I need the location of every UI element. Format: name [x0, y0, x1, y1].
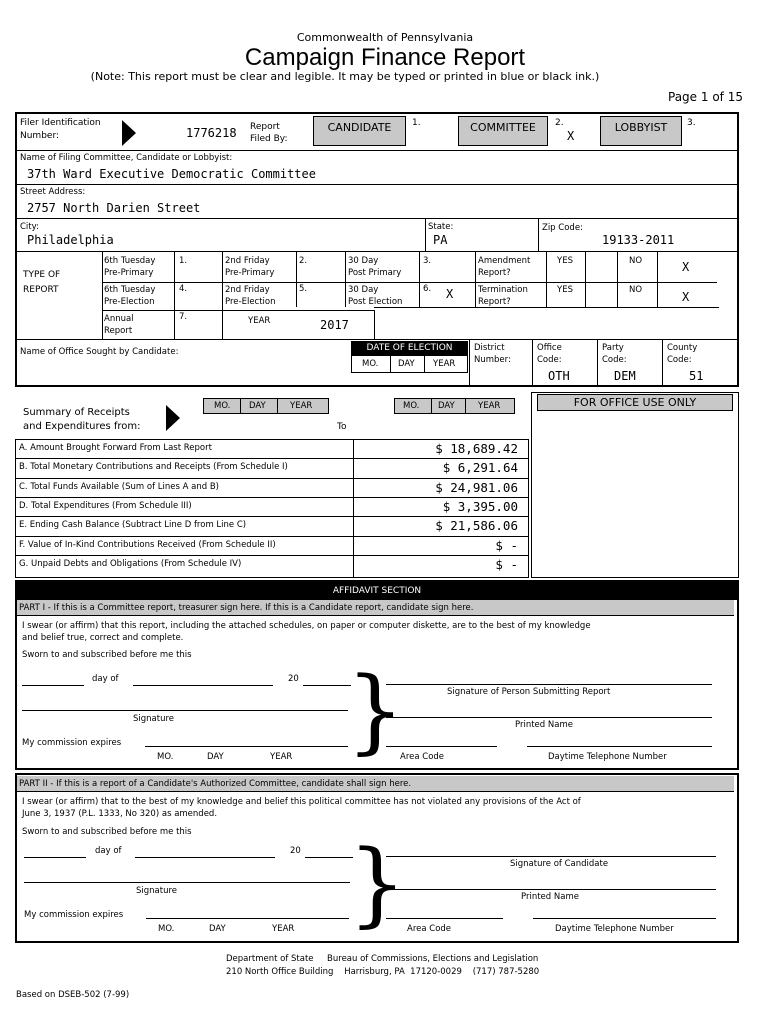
grid-line [662, 339, 663, 386]
part1-printed-name-line[interactable] [386, 717, 712, 718]
report-option-5b: Pre-Election [225, 297, 276, 307]
party-code-value[interactable]: DEM [614, 369, 636, 383]
part2-notary-signature-line[interactable] [24, 882, 350, 883]
grid-line [16, 497, 528, 498]
state-label: State: [428, 222, 454, 232]
filer-id-label-2: Number: [20, 131, 60, 141]
report-option-2-number: 2. [299, 256, 308, 266]
district-label-2: Number: [474, 355, 511, 365]
grid-line [16, 555, 528, 556]
termination-no[interactable]: NO [629, 285, 643, 295]
part1-phone-label: Daytime Telephone Number [548, 752, 667, 762]
candidate-box[interactable] [313, 116, 406, 146]
candidate-number: 1. [412, 118, 421, 128]
part2-candidate-signature-label: Signature of Candidate [510, 859, 609, 869]
grid-line [475, 251, 476, 307]
part2-signature-label: Signature [136, 886, 178, 896]
part1-printed-name-label: Printed Name [515, 720, 573, 730]
lobbyist-label: LOBBYIST [614, 121, 668, 134]
committee-number: 2. [555, 118, 564, 128]
termination-label: Termination [478, 285, 528, 295]
grid-line [424, 355, 425, 373]
lobbyist-number: 3. [687, 118, 696, 128]
part2-sworn: Sworn to and subscribed before me this [22, 827, 192, 837]
grid-line [16, 478, 528, 479]
summary-label: Summary of Receipts [23, 407, 130, 418]
report-option-4-number: 4. [179, 284, 188, 294]
summary-line-value[interactable]: $ 21,586.06 [435, 518, 518, 534]
report-option-4b: Pre-Election [104, 297, 155, 307]
report-option-7[interactable]: Annual [104, 314, 134, 324]
grid-line [465, 398, 466, 414]
part1-commission-month: MO. [157, 752, 174, 762]
part1-signature-person-line[interactable] [386, 684, 712, 685]
part2-oath-line-2: June 3, 1937 (P.L. 1333, No 320) as amended. [22, 809, 218, 819]
summary-label-2: and Expenditures from: [23, 421, 141, 432]
from-year: YEAR [290, 401, 313, 411]
district-label: District [474, 343, 505, 353]
summary-line-label: E. Ending Cash Balance (Subtract Line D from Line C) [19, 520, 247, 531]
termination-yes[interactable]: YES [557, 285, 573, 295]
grid-line [585, 251, 586, 307]
part1-signature-label: Signature [133, 714, 175, 724]
part1-header-mid: report, treasurer sign here. If this is a [144, 603, 309, 613]
part2-area-code-label: Area Code [407, 924, 452, 934]
part1-day-line[interactable] [22, 685, 84, 686]
part1-candidate-emphasis: Candidate [308, 603, 353, 613]
part1-committee-emphasis: Committee [97, 603, 145, 613]
grid-line [374, 310, 375, 339]
summary-line-label: B. Total Monetary Contributions and Receipts (From Schedule I) [19, 462, 288, 473]
city-label: City: [20, 222, 39, 232]
part1-area-code-line[interactable] [386, 746, 497, 747]
part1-header-end: report, candidate sign here. [352, 603, 474, 613]
report-option-6b: Post Election [348, 297, 403, 307]
office-use-area [531, 392, 739, 578]
grid-line [102, 310, 374, 311]
office-sought-label: Name of Office Sought by Candidate: [20, 347, 179, 357]
report-option-1-number: 1. [179, 256, 188, 266]
state-value[interactable]: PA [433, 233, 448, 247]
brace-icon: } [346, 657, 405, 764]
office-code-value[interactable]: OTH [548, 369, 570, 383]
summary-line-label: D. Total Expenditures (From Schedule III) [19, 500, 192, 511]
report-option-2[interactable]: 2nd Friday [225, 256, 270, 266]
part1-signature-person-label: Signature of Person Submitting Report [447, 687, 611, 697]
summary-line-value[interactable]: $ 6,291.64 [442, 460, 518, 476]
grid-line [353, 439, 354, 578]
grid-line [469, 339, 470, 386]
county-code-label-2: Code: [667, 355, 692, 365]
office-code-label: Office [537, 343, 562, 353]
state-heading: Commonwealth of Pennsylvania [296, 31, 474, 44]
grid-line [16, 516, 528, 517]
summary-line-value[interactable]: $ 3,395.00 [442, 498, 518, 514]
part2-commission-year: YEAR [272, 924, 295, 934]
report-option-5[interactable]: 2nd Friday [225, 285, 270, 295]
divider [16, 218, 738, 219]
to-year: YEAR [478, 401, 501, 411]
grid-line [102, 251, 103, 339]
grid-line [345, 251, 346, 307]
election-year[interactable]: YEAR [433, 359, 456, 369]
year-value[interactable]: 2017 [320, 318, 349, 332]
termination-label-2: Report? [478, 297, 511, 307]
report-option-4[interactable]: 6th Tuesday [104, 285, 156, 295]
part1-header-text: PART I - If this is a [19, 603, 98, 613]
summary-line-value[interactable]: $ - [495, 537, 518, 553]
page-title: Campaign Finance Report [244, 44, 526, 71]
divider [16, 339, 738, 340]
report-option-1b: Pre-Primary [104, 268, 154, 278]
type-of-report-label: TYPE OF [23, 270, 61, 280]
divider [16, 251, 738, 252]
part2-day-of: day of [95, 846, 122, 856]
part2-header [17, 776, 734, 792]
amendment-label: Amendment [478, 256, 531, 266]
part2-year-line[interactable] [305, 857, 353, 858]
grid-line [431, 398, 432, 414]
amendment-yes[interactable]: YES [557, 256, 573, 266]
part2-twenty: 20 [290, 846, 301, 856]
committee-label: COMMITTEE [470, 121, 536, 134]
office-code-label-2: Code: [537, 355, 562, 365]
page-number: Page 1 of 15 [668, 90, 743, 104]
part2-header-end: , candidate shall sign here. [296, 779, 412, 789]
grid-line [419, 251, 420, 307]
grid-line [597, 339, 598, 386]
divider [16, 184, 738, 185]
to-day: DAY [438, 401, 455, 411]
filer-id-label: Filer Identification [20, 118, 101, 128]
type-of-report-label-2: REPORT [23, 285, 59, 295]
election-month[interactable]: MO. [362, 359, 379, 369]
lobbyist-box[interactable] [600, 116, 682, 146]
grid-line [102, 282, 717, 283]
candidate-label: CANDIDATE [327, 121, 392, 134]
divider [425, 218, 426, 251]
part1-day-of: day of [92, 674, 119, 684]
filer-id-value[interactable]: 1776218 [186, 126, 237, 140]
part1-sworn: Sworn to and subscribed before me this [22, 650, 192, 660]
filed-by-label-2: Filed By: [250, 134, 288, 144]
part1-year-line[interactable] [303, 685, 351, 686]
city-value[interactable]: Philadelphia [27, 233, 114, 247]
county-code-value[interactable]: 51 [689, 369, 704, 383]
part1-area-code-label: Area Code [400, 752, 445, 762]
grid-line [390, 355, 391, 373]
divider [16, 150, 738, 151]
from-day: DAY [249, 401, 266, 411]
divider [538, 218, 539, 251]
part1-twenty: 20 [288, 674, 299, 684]
report-option-6-number: 6. [423, 284, 432, 294]
legibility-note: (Note: This report must be clear and legible. It may be typed or printed in blue or black ink.) [90, 70, 600, 83]
part2-phone-label: Daytime Telephone Number [555, 924, 674, 934]
grid-line [617, 251, 618, 307]
report-option-3-number: 3. [423, 256, 432, 266]
report-option-6[interactable]: 30 Day [348, 285, 379, 295]
footer-department: Department of State Bureau of Commissions, Elections and Legislation [226, 954, 539, 964]
arrow-right-icon [122, 120, 136, 146]
part2-committee-emphasis: Candidate's Authorized Committee [147, 779, 297, 789]
arrow-right-icon [166, 405, 180, 431]
amendment-no[interactable]: NO [629, 256, 643, 266]
party-code-label: Party [602, 343, 624, 353]
report-option-1[interactable]: 6th Tuesday [104, 256, 156, 266]
part1-commission-day: DAY [207, 752, 224, 762]
grid-line [16, 536, 528, 537]
part1-phone-line[interactable] [527, 746, 712, 747]
party-code-label-2: Code: [602, 355, 627, 365]
termination-no-checkmark[interactable]: X [682, 290, 690, 304]
part2-commission-month: MO. [158, 924, 175, 934]
committee-box[interactable] [458, 116, 548, 146]
part2-oath-line-1: I swear (or affirm) that to the best of my knowledge and belief this political committee has not violated any provisions of the Act of [22, 797, 581, 807]
part2-candidate-signature-line[interactable] [386, 856, 716, 857]
grid-line [657, 251, 658, 307]
report-option-7-number: 7. [179, 312, 188, 322]
part1-oath-line-1: I swear (or affirm) that this report, including the attached schedules, on paper or computer diskette, are to the best of my knowledge [22, 621, 591, 631]
part1-oath-line-2: and belief true, correct and complete. [22, 633, 184, 643]
from-month: MO. [214, 401, 231, 411]
committee-checkmark[interactable]: X [567, 129, 575, 143]
report-option-7b: Report [104, 326, 133, 336]
part1-month-line[interactable] [133, 685, 273, 686]
part1-commission-label: My commission expires [22, 738, 122, 748]
filing-name-label: Name of Filing Committee, Candidate or Lobbyist: [20, 153, 233, 163]
date-of-election-header: DATE OF ELECTION [351, 341, 468, 355]
part1-commission-year: YEAR [270, 752, 293, 762]
part2-month-line[interactable] [135, 857, 275, 858]
summary-line-value[interactable]: $ 18,689.42 [435, 441, 518, 456]
part2-printed-name-line[interactable] [386, 889, 716, 890]
part2-day-line[interactable] [24, 857, 86, 858]
summary-line-label: F. Value of In-Kind Contributions Received (From Schedule II) [19, 539, 276, 550]
part1-notary-signature-line[interactable] [22, 710, 348, 711]
part1-header [17, 600, 734, 616]
part2-header-text: PART II - If this is a report of a [19, 779, 148, 789]
part2-commission-label: My commission expires [24, 910, 124, 920]
office-use-label: FOR OFFICE USE ONLY [573, 396, 697, 409]
grid-line [174, 251, 175, 339]
report-option-6-checkmark[interactable]: X [446, 287, 454, 301]
to-label: To [337, 422, 347, 432]
grid-line [296, 251, 297, 307]
footer-form-number: Based on DSEB-502 (7-99) [16, 990, 130, 1000]
grid-line [222, 251, 223, 339]
brace-icon: } [348, 830, 407, 937]
zip-value[interactable]: 19133-2011 [602, 233, 675, 247]
grid-line [546, 251, 547, 307]
part2-commission-line[interactable] [146, 918, 349, 919]
street-label: Street Address: [20, 187, 86, 197]
part2-area-code-line[interactable] [386, 918, 503, 919]
amendment-label-2: Report? [478, 268, 511, 278]
filing-name-value[interactable]: 37th Ward Executive Democratic Committee [27, 167, 316, 181]
summary-line-label: C. Total Funds Available (Sum of Lines A and B) [19, 481, 219, 492]
report-option-3b: Post Primary [348, 268, 402, 278]
part2-commission-day: DAY [209, 924, 226, 934]
street-value[interactable]: 2757 North Darien Street [27, 201, 201, 215]
grid-line [277, 398, 278, 414]
grid-line [532, 339, 533, 386]
footer-address: 210 North Office Building Harrisburg, PA 17120-0029 (717) 787-5280 [226, 967, 540, 977]
report-option-5-number: 5. [299, 284, 308, 294]
grid-line [374, 307, 719, 308]
year-label: YEAR [248, 316, 271, 326]
summary-line-label: G. Unpaid Debts and Obligations (From Schedule IV) [19, 558, 242, 569]
zip-label: Zip Code: [542, 223, 583, 233]
grid-line [240, 398, 241, 414]
grid-line [16, 458, 528, 459]
part2-printed-name-label: Printed Name [521, 892, 579, 902]
amendment-no-checkmark[interactable]: X [682, 260, 690, 274]
to-month: MO. [403, 401, 420, 411]
summary-line-label: A. Amount Brought Forward From Last Report [19, 443, 212, 453]
election-day[interactable]: DAY [398, 359, 415, 369]
summary-line-value[interactable]: $ - [495, 556, 518, 572]
affidavit-section-header: AFFIDAVIT SECTION [17, 582, 737, 600]
filed-by-label: Report [250, 122, 280, 132]
summary-line-value[interactable]: $ 24,981.06 [435, 479, 518, 495]
report-option-2b: Pre-Primary [225, 268, 275, 278]
county-code-label: County [667, 343, 698, 353]
report-option-3[interactable]: 30 Day [348, 256, 379, 266]
part1-commission-line[interactable] [145, 746, 348, 747]
part2-phone-line[interactable] [533, 918, 716, 919]
